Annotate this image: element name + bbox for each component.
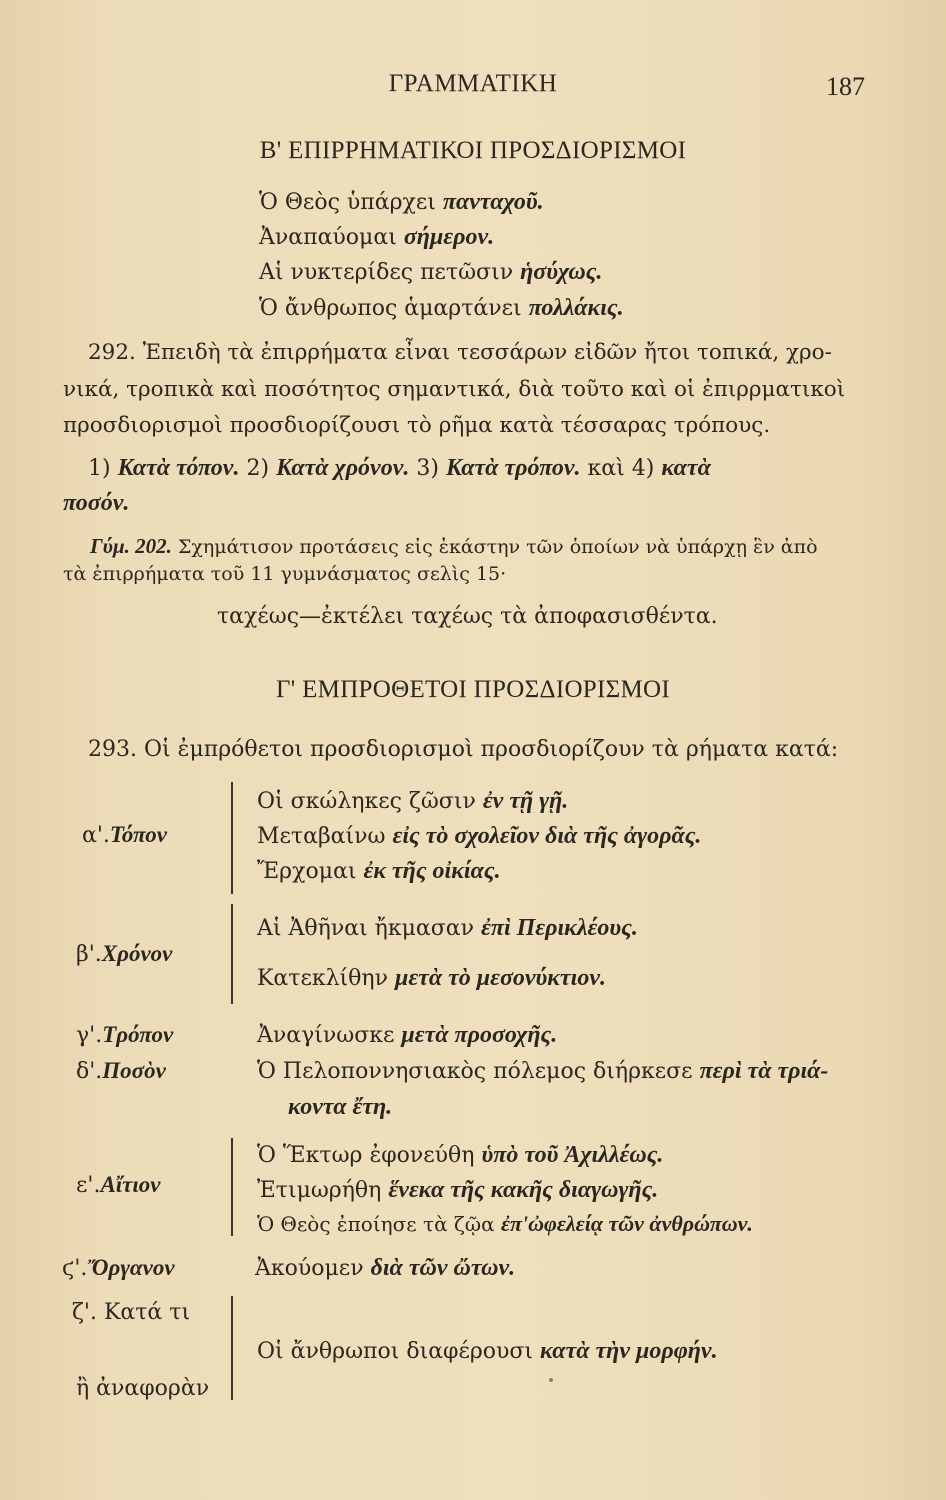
category-label-zeta: ζ'. Κατά τι xyxy=(72,1300,191,1325)
example-line: Μεταβαίνω εἰς τὸ σχολεῖον διὰ τῆς ἀγορᾶς. xyxy=(257,823,702,849)
example-line: Κατεκλίθην μετὰ τὸ μεσονύκτιον. xyxy=(257,965,606,991)
section-c-heading: Γ' ΕΜΠΡΟΘΕΤΟΙ ΠΡΟΣΔΙΟΡΙΣΜΟΙ xyxy=(275,676,670,703)
example-line: Αἱ Ἀθῆναι ἤκμασαν ἐπὶ Περικλέους. xyxy=(257,915,638,941)
example-line: Ὁ Θεὸς ὑπάρχει πανταχοῦ. xyxy=(259,189,544,215)
example-line: Ἐτιμωρήθη ἕνεκα τῆς κακῆς διαγωγῆς. xyxy=(257,1177,659,1203)
example-line: Οἱ ἄνθρωποι διαφέρουσι κατὰ τὴν μορφήν. xyxy=(257,1338,718,1364)
bracket-bar xyxy=(231,1138,233,1236)
paragraph-292-line: 292. Ἐπειδὴ τὰ ἐπιρρήματα εἶναι τεσσάρων εἰδῶν ἤτοι τοπικά, χρο- xyxy=(88,340,832,365)
page-number: 187 xyxy=(826,72,865,101)
adverbial-types-list-cont: ποσόν. xyxy=(63,490,130,516)
example-line: Ὁ Πελοποννησιακὸς πόλεμος διήρκεσε περὶ τὰ τριά- xyxy=(257,1058,829,1084)
adverbial-types-list: 1) Κατὰ τόπον. 2) Κατὰ χρόνον. 3) Κατὰ τρόπον. καὶ 4) κατὰ xyxy=(88,455,711,481)
example-line: Οἱ σκώληκες ζῶσιν ἐν τῇ γῇ. xyxy=(257,788,569,814)
exercise-label: Γύμ. 202. xyxy=(90,534,172,558)
paper-speck xyxy=(549,1378,553,1382)
category-label-delta: δ'.Ποσὸν xyxy=(76,1058,166,1084)
exercise-example: ταχέως—ἐκτέλει ταχέως τὰ ἀποφασισθέντα. xyxy=(217,604,718,629)
example-line: Ὁ Ἕκτωρ ἐφονεύθη ὑπὸ τοῦ Ἀχιλλέως. xyxy=(257,1142,664,1168)
example-line: Ἀναπαύομαι σήμερον. xyxy=(259,224,495,250)
paragraph-292-line: νικά, τροπικὰ καὶ ποσότητος σημαντικά, διὰ τοῦτο καὶ οἱ ἐπιρρματικοὶ xyxy=(63,377,846,402)
example-line: Αἱ νυκτερίδες πετῶσιν ἡσύχως. xyxy=(259,259,603,285)
example-line: Ἀκούομεν διὰ τῶν ὤτων. xyxy=(255,1255,516,1281)
category-label-alpha: α'.Τόπον xyxy=(82,822,167,848)
exercise-202-line: τὰ ἐπιρρήματα τοῦ 11 γυμνάσματος σελὶς 15· xyxy=(63,563,507,585)
paragraph-293-intro: 293. Οἱ ἐμπρόθετοι προσδιορισμοὶ προσδιορίζουν τὰ ρήματα κατά: xyxy=(88,737,839,762)
section-b-heading: Β' ΕΠΙΡΡΗΜΑΤΙΚΟΙ ΠΡΟΣΔΙΟΡΙΣΜΟΙ xyxy=(259,137,687,164)
bracket-bar xyxy=(231,1296,233,1400)
bracket-bar xyxy=(231,904,233,1004)
category-label-epsilon: ε'.Αἴτιον xyxy=(76,1172,161,1198)
bracket-bar xyxy=(231,782,233,894)
paragraph-292-line: προσδιορισμοὶ προσδιορίζουσι τὸ ρῆμα κατὰ τέσσαρας τρόπους. xyxy=(63,413,771,438)
category-label-gamma: γ'.Τρόπον xyxy=(76,1022,174,1048)
example-line: Ὁ Θεὸς ἐποίησε τὰ ζῷα ἐπ'ὠφελείᾳ τῶν ἀνθρώπων. xyxy=(257,1211,753,1236)
exercise-202-line: Γύμ. 202. Σχημάτισον προτάσεις εἰς ἑκάστην τῶν ὁποίων νὰ ὑπάρχῃ ἓν ἀπὸ xyxy=(90,534,818,558)
example-line: Ἔρχομαι ἐκ τῆς οἰκίας. xyxy=(257,858,501,884)
running-header-title: ΓΡΑΜΜΑΤΙΚΗ xyxy=(388,70,558,97)
example-line-cont: κοντα ἔτη. xyxy=(288,1094,393,1120)
category-label-stigma: ϛ'.Ὄργανον xyxy=(62,1255,175,1281)
example-line: Ἀναγίνωσκε μετὰ προσοχῆς. xyxy=(257,1022,558,1048)
category-label-zeta-cont: ἢ ἀναφορὰν xyxy=(76,1376,210,1401)
category-label-beta: β'.Χρόνον xyxy=(76,941,173,967)
example-line: Ὁ ἄνθρωπος ἁμαρτάνει πολλάκις. xyxy=(259,295,624,321)
